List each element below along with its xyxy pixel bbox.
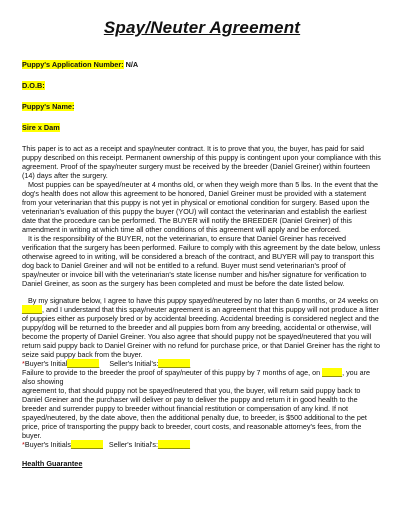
required-star: * [22,359,25,368]
application-number-label: Puppy's Application Number: [22,60,124,69]
seller-initial-label: Seller's Initial's: [108,440,159,449]
initials-line-2 [22,440,382,449]
paragraph-health-exception: Most puppies can be spayed/neuter at 4 months old, or when they weigh more than 5 lbs. In the event that the dog's health does not allow this agreement to be honored, Daniel Greiner must be provided with a statement from your veterinarian that this puppy is not yet in physical or emotional condition for surgery. Based upon the veterinarian's evaluation of this puppy the buyer (YOU) will contact the veterinarian and establish the earliest date that the procedure can be performed. The BUYER will notify the BREEDER (Daniel Greiner) of this amendment in writing at which time all other conditions of this agreement will apply and be enforced. [22,180,379,234]
initials-line-1 [22,359,382,368]
application-number-value: N/A [123,60,139,69]
sire-dam-field [22,123,382,132]
paragraph-signature-agreement [22,296,382,359]
paragraph-receipt: This paper is to act as a receipt and spay/neuter contract. It is to prove that you, the buyer, has paid for said puppy described on this receipt. Permanent ownership of this puppy is contingent upon your compliance with this agreement. Proof of the spay/neuter surgery must be received by the breeder (Daniel Greiner) within fourteen (14) days after the surgery. [22,144,381,180]
para5-text-a: Failure to provide to the breeder the proof of spay/neuter of this puppy by 7 months of age, on [22,368,323,377]
puppy-name-label: Puppy's Name: [22,102,75,111]
required-star: * [22,440,25,449]
application-number-field [22,60,382,69]
dob-label: D.O.B: [22,81,45,90]
para4-text-b: , and I understand that this spay/neuter agreement is an agreement that this puppy will not produce a litter of puppies either as purposely bred or by accidental breeding. Accidental breeding is considered neglect and the puppy/dog will be returned to the breeder and all puppies born from any breeding, accidental or otherwise, will become the property of Daniel Greiner. You also agree that should puppy not be spayed/neutered that you will return said puppy back to Daniel Greiner with no refund for purchase price, or that Daniel Greiner has the right to seize said puppy back from the buyer. [22,305,380,359]
page-title: Spay/Neuter Agreement [103,18,301,37]
para5-text-b: , you are also showing [22,368,371,386]
buyer-initials-blank[interactable]: ________ [70,440,103,449]
spay-date-blank[interactable]: _____ [22,305,42,314]
para4-text-a: By my signature below, I agree to have this puppy spayed/neutered by no later than 6 months, or 24 weeks on [28,296,379,305]
seller-initial-blank[interactable]: ________ [158,440,190,449]
paragraph-buyer-responsibility: It is the responsibility of the BUYER, not the veterinarian, to ensure that Daniel Greiner has received verification that the surgery has been performed. Failure to comply with this agreement by the date below, unless otherwise agreed to in writing, will be considered a breach of the contract, and BUYER will pay to transport this dog back to Daniel Greiner and will not be entitled to a refund. Buyer must send veterinarian's proof of spay/neuter or invoice bill with the veterinarian's state license number and his/her signature for verification to Daniel Greiner, as soon as the surgery has been completed and must be before the date listed below. [22,234,381,288]
buyer-initial-blank[interactable]: ________ [67,359,100,368]
puppy-name-field [22,102,382,111]
buyer-initials-label: Buyer's Initials [24,440,71,449]
health-guarantee-heading: Health Guarantee [22,459,83,468]
paragraph-return-penalty: agreement to, that should puppy not be spayed/neutered that you, the buyer, will return said puppy back to Daniel Greiner and the purchaser will deliver or pay to deliver the puppy and return it in good health to the breeder and surrender puppy to breeder without financial restitution or compensation of any kind. If not spayed/neutered, by the date above, then the additional penalty due, to breeder, is $500 additional to the pet price, price of transporting the puppy back to breeder, court costs, and reasonable attorney's fees, from the buyer. [22,386,367,440]
buyer-initial-label: Buyer's Initial [24,359,68,368]
paragraph-failure [22,368,382,386]
seller-initial-blank[interactable]: ________ [158,359,191,368]
sire-dam-label: Sire x Dam [22,123,60,132]
failure-date-blank[interactable]: _____ [322,368,343,377]
dob-field [22,81,382,90]
agreement-page [22,18,382,468]
seller-initial-label: Seller's Initial's: [109,359,159,368]
